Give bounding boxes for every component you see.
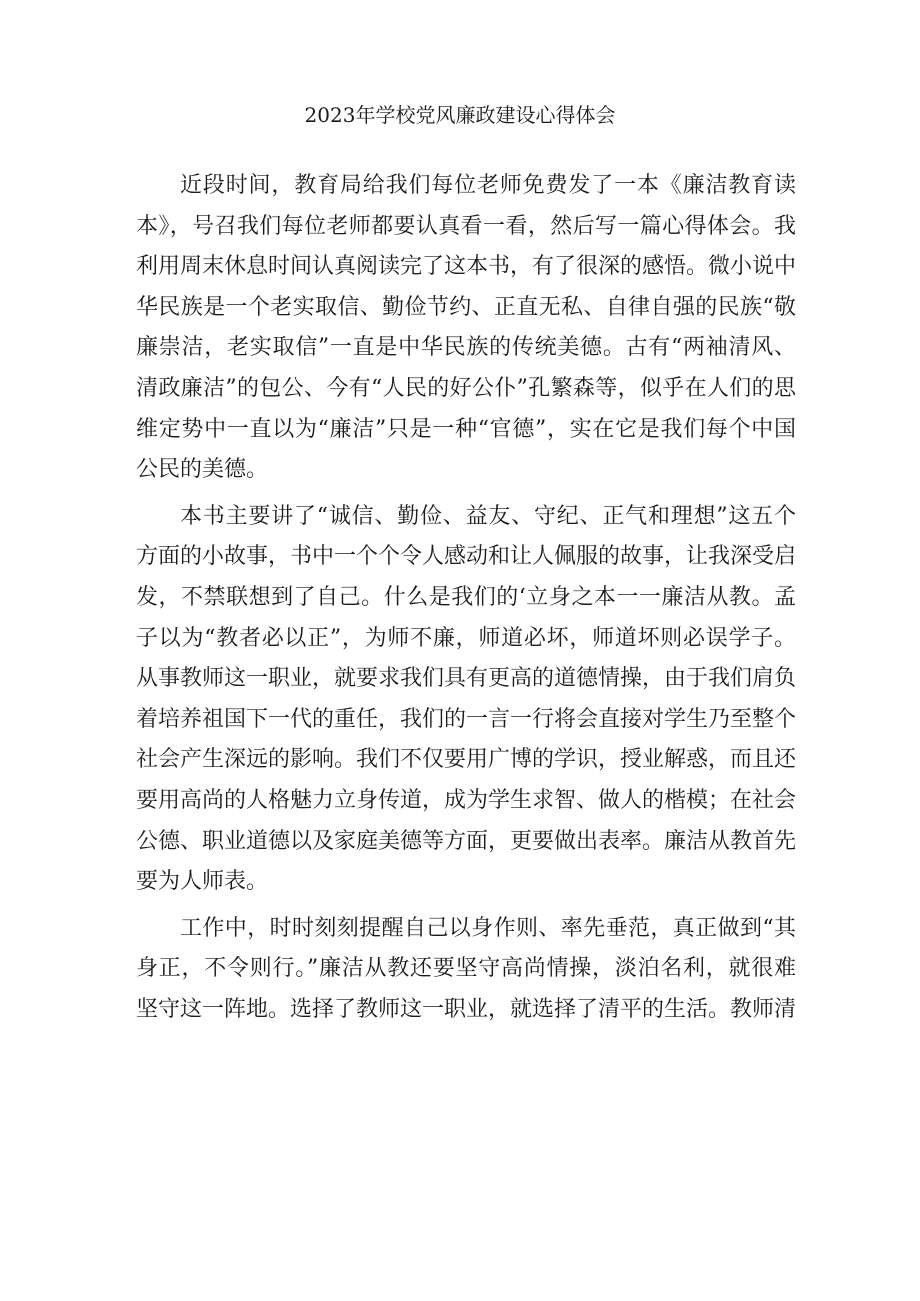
paragraph-3: 工作中，时时刻刻提醒自己以身作则、率先垂范，真正做到“其身正，不令则行。”廉洁从教还要坚守高尚情操，淡泊名利，就很难坚守这一阵地。选择了教师这一职业，就选择了清平的生活。教师清 <box>136 915 797 1022</box>
paragraph-1: 近段时间，教育局给我们每位老师免费发了一本《廉洁教育读本》，号召我们每位老师都要认真看一看，然后写一篇心得体会。我利用周末休息时间认真阅读完了这本书，有了很深的感悟。微小说中华民族是一个老实取信、勤俭节约、正直无私、自律自强的民族“敬廉崇洁，老实取信”一直是中华民族的传统美德。古有“两袖清风、清政廉洁”的包公、今有“人民的好公仆”孔繁森等，似乎在人们的思维定势中一直以为“廉洁”只是一种“官德”，实在它是我们每个中国公民的美德。 <box>136 173 797 483</box>
document-title: 2023年学校党风廉政建设心得体会 <box>304 103 616 127</box>
document-body <box>136 166 796 1036</box>
paragraph-2: 本书主要讲了“诚信、勤俭、益友、守纪、正气和理想”这五个方面的小故事，书中一个个令人感动和让人佩服的故事，让我深受启发，不禁联想到了自己。什么是我们的‘立身之本一一廉洁从教。孟子以为“教者必以正”，为师不廉，师道必坏，师道坏则必误学子。从事教师这一职业，就要求我们具有更高的道德情操，由于我们肩负着培养祖国下一代的重任，我们的一言一行将会直接对学生乃至整个社会产生深远的影响。我们不仅要用广博的学识，授业解惑，而且还要用高尚的人格魅力立身传道，成为学生求智、做人的楷模；在社会公德、职业道德以及家庭美德等方面，更要做出表率。廉洁从教首先要为人师表。 <box>136 503 797 895</box>
